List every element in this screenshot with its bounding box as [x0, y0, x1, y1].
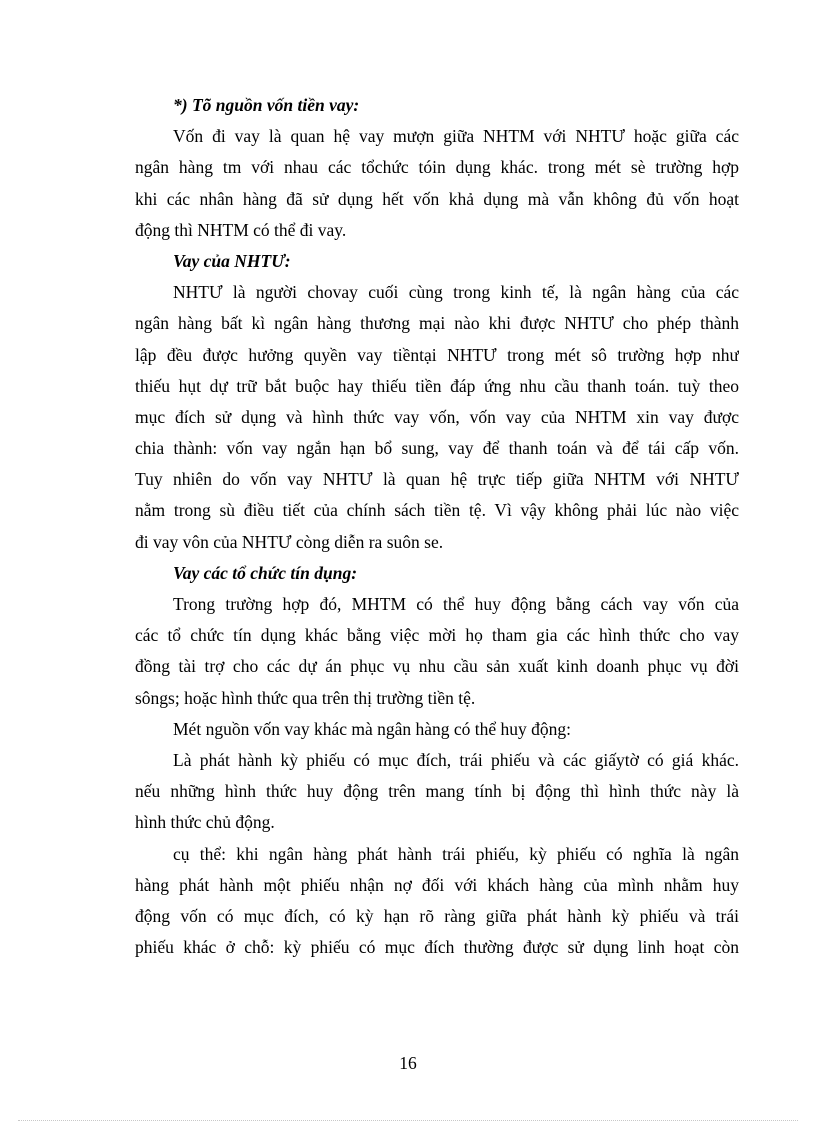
- text-line: Tuy nhiên do vốn vay NHTƯ là quan hệ trực tiếp giữa NHTM với NHTƯ: [135, 469, 739, 490]
- text-line: chia thành: vốn vay ngắn hạn bổ sung, vay để thanh toán và để tái cấp vốn.: [135, 438, 739, 459]
- text-line: hàng phát hành một phiếu nhận nợ đối với khách hàng của mình nhằm huy: [135, 874, 739, 895]
- text-line: cụ thể: khi ngân hàng phát hành trái phiếu, kỳ phiếu có nghĩa là ngân: [173, 843, 739, 864]
- text-line: Vốn đi vay là quan hệ vay mượn giữa NHTM với NHTƯ hoặc giữa các: [173, 126, 739, 147]
- text-line: mục đích sử dụng và hình thức vay vốn, vốn vay của NHTM xin vay được: [135, 406, 739, 427]
- text-line: đồng tài trợ cho các dự án phục vụ nhu cầu sản xuất kinh doanh phục vụ đời: [135, 656, 739, 677]
- text-line: ngân hàng bất kì ngân hàng thương mại nào khi được NHTƯ cho phép thành: [135, 313, 739, 334]
- text-line: lập đều được hưởng quyền vay tiềntại NHTƯ trong mét sô trường hợp như: [135, 344, 739, 365]
- text-line: sôngs; hoặc hình thức qua trên thị trường tiền tệ.: [135, 687, 476, 708]
- page-bottom-divider: [18, 1120, 798, 1121]
- text-line: Mét nguồn vốn vay khác mà ngân hàng có thể huy động:: [173, 718, 572, 739]
- text-line: Vay của NHTƯ:: [173, 250, 291, 271]
- text-line: hình thức chủ động.: [135, 812, 275, 833]
- text-line: Là phát hành kỳ phiếu có mục đích, trái phiếu và các giấytờ có giá khác.: [173, 749, 739, 770]
- text-line: đi vay vôn của NHTƯ còng diễn ra suôn se.: [135, 531, 444, 552]
- text-line: động thì NHTM có thể đi vay.: [135, 219, 347, 240]
- text-line: ngân hàng tm với nhau các tổchức tóin dụng khác. trong mét sè trường hợp: [135, 157, 739, 178]
- text-line: nếu những hình thức huy động trên mang tính bị động thì hình thức này là: [135, 781, 739, 802]
- text-line: phiếu khác ở chỗ: kỳ phiếu có mục đích thường được sử dụng linh hoạt còn: [135, 937, 739, 958]
- text-line: Vay các tổ chức tín dụng:: [173, 562, 358, 583]
- text-line: thiếu hụt dự trữ bắt buộc hay thiếu tiền đáp ứng nhu cầu thanh toán. tuỳ theo: [135, 375, 739, 396]
- text-line: động vốn có mục đích, có kỳ hạn rõ ràng giữa phát hành kỳ phiếu và trái: [135, 905, 739, 926]
- page-number: 16: [399, 1053, 417, 1073]
- document-body: [135, 90, 739, 963]
- text-line: Trong trường hợp đó, MHTM có thể huy động bằng cách vay vốn của: [173, 594, 739, 614]
- text-line: NHTƯ là người chovay cuối cùng trong kinh tế, là ngân hàng của các: [173, 282, 739, 303]
- text-line: *) Tõ nguồn vốn tiền vay:: [173, 95, 360, 115]
- text-line: nằm trong sù điều tiết của chính sách tiền tệ. Vì vậy không phải lúc nào việc: [135, 500, 739, 521]
- text-line: khi các nhân hàng đã sử dụng hết vốn khả dụng mà vẫn không đủ vốn hoạt: [135, 188, 739, 209]
- text-line: các tổ chức tín dụng khác bằng việc mời họ tham gia các hình thức cho vay: [135, 625, 739, 646]
